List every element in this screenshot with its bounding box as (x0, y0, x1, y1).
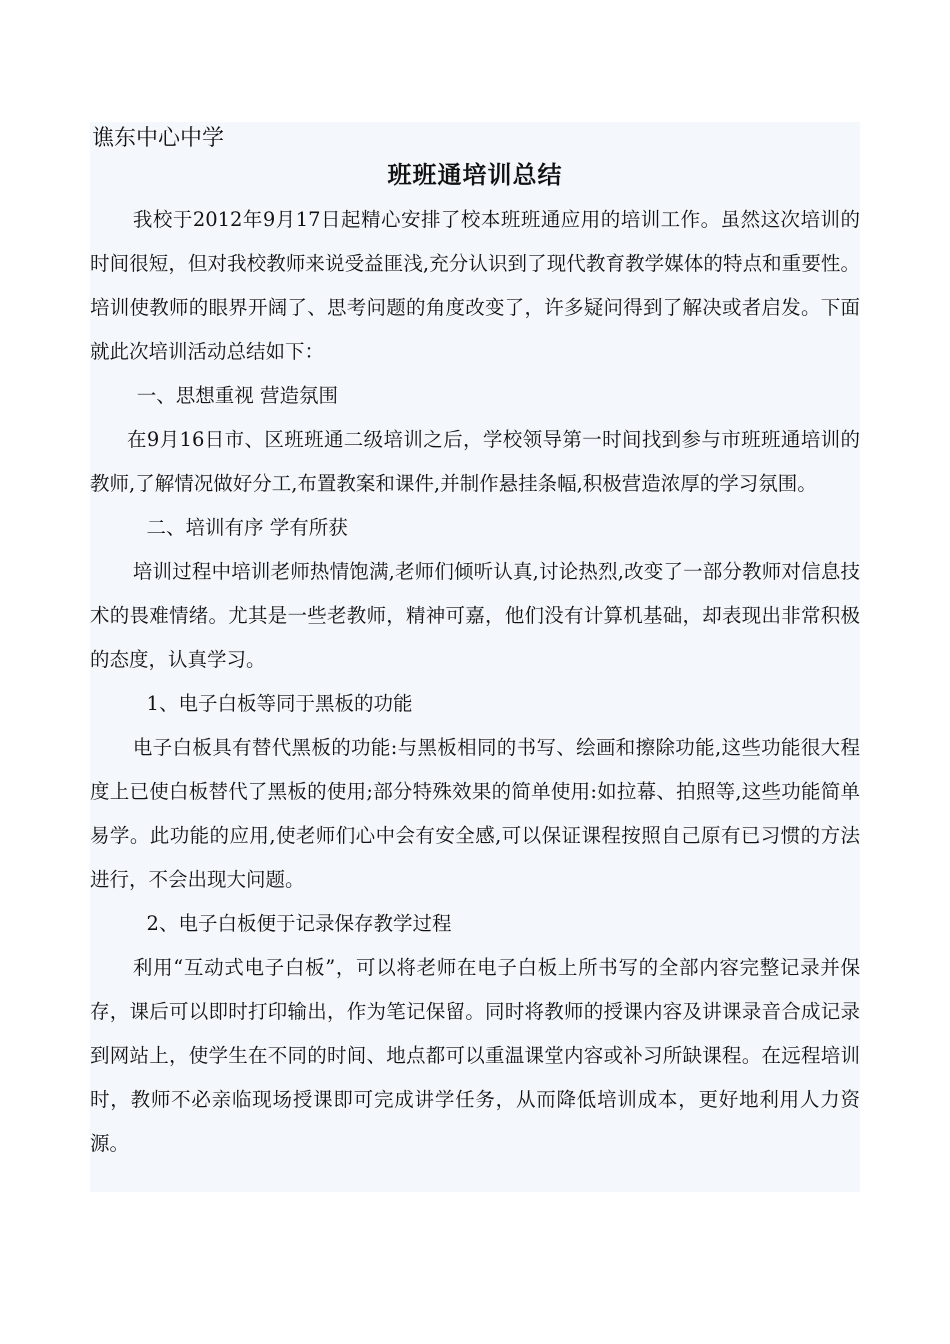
document-body (90, 198, 860, 1166)
document-content (90, 122, 860, 1192)
subsection-1-paragraph: 电子白板具有替代黑板的功能:与黑板相同的书写、绘画和擦除功能,这些功能很大程度上已使白板替代了黑板的使用;部分特殊效果的简单使用:如拉幕、拍照等,这些功能简单易学。此功能的应用,使老师们心中会有安全感,可以保证课程按照自己原有已习惯的方法进行，不会出现大问题。 (90, 736, 860, 891)
school-name: 谯东中心中学 (92, 126, 225, 151)
section-heading-2: 二、培训有序 学有所获 (146, 516, 348, 539)
document-title: 班班通培训总结 (387, 161, 563, 189)
subsection-heading-2: 2、电子白板便于记录保存教学过程 (146, 912, 452, 935)
subsection-2-paragraph: 利用“互动式电子白板”，可以将老师在电子白板上所书写的全部内容完整记录并保存，课后可以即时打印输出，作为笔记保留。同时将教师的授课内容及讲课录音合成记录到网站上，使学生在不同的时间、地点都可以重温课堂内容或补习所缺课程。在远程培训时，教师不必亲临现场授课即可完成讲学任务，从而降低培训成本，更好地利用人力资源。 (90, 956, 860, 1155)
intro-paragraph: 我校于2012年9月17日起精心安排了校本班班通应用的培训工作。虽然这次培训的时间很短，但对我校教师来说受益匪浅,充分认识到了现代教育教学媒体的特点和重要性。培训使教师的眼界开阔了、思考问题的角度改变了，许多疑问得到了解决或者启发。下面就此次培训活动总结如下： (90, 208, 860, 363)
section-1-paragraph: 在9月16日市、区班班通二级培训之后，学校领导第一时间找到参与市班班通培训的教师,了解情况做好分工,布置教案和课件,并制作悬挂条幅,积极营造浓厚的学习氛围。 (90, 428, 860, 495)
section-2-paragraph: 培训过程中培训老师热情饱满,老师们倾听认真,讨论热烈,改变了一部分教师对信息技术的畏难情绪。尤其是一些老教师，精神可嘉，他们没有计算机基础，却表现出非常积极的态度，认真学习。 (90, 560, 860, 671)
section-heading-1: 一、思想重视 营造氛围 (136, 384, 338, 407)
subsection-heading-1: 1、电子白板等同于黑板的功能 (146, 692, 413, 715)
